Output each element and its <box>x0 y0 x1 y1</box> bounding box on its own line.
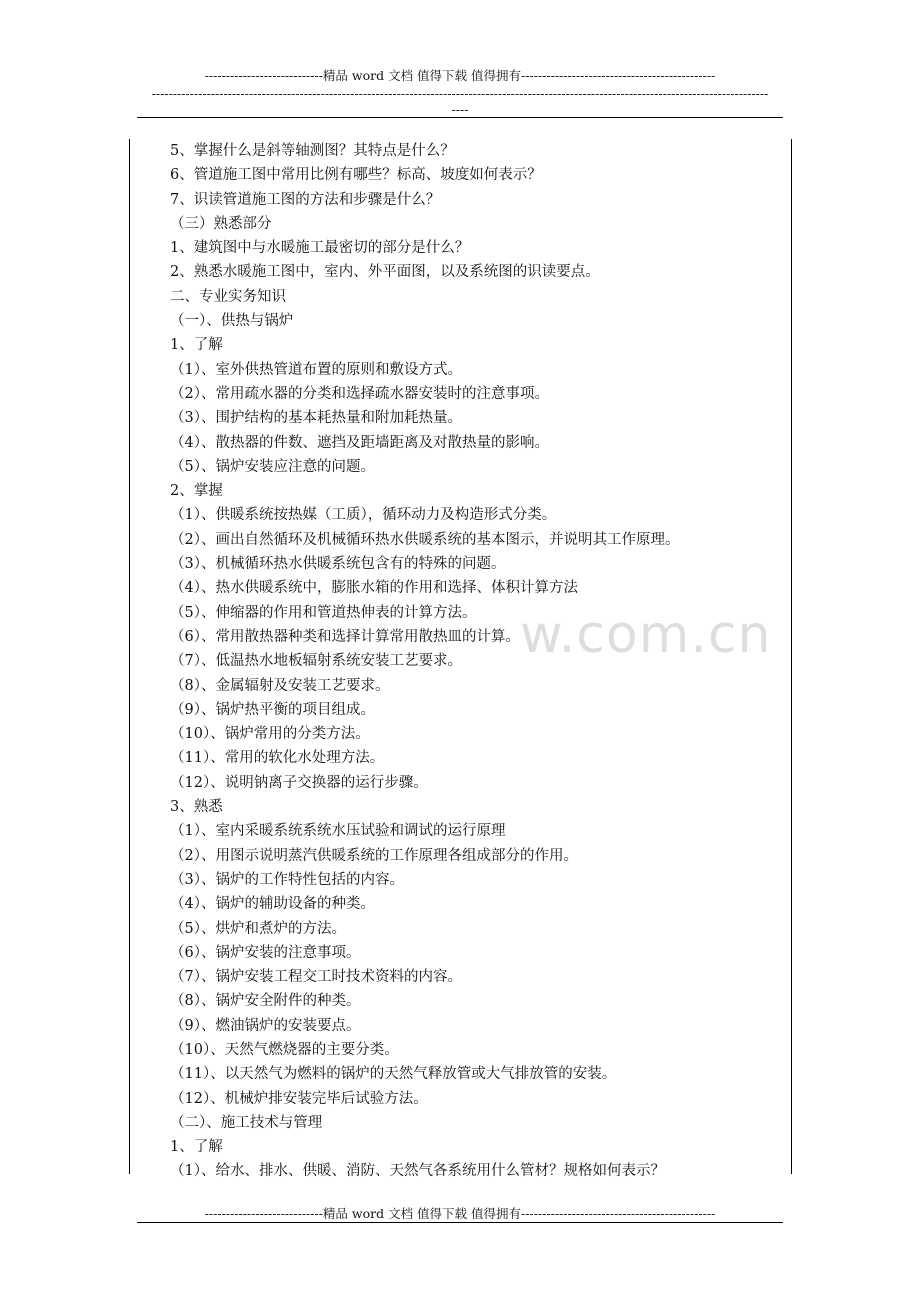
text-line: （1）、室外供热管道布置的原则和敷设方式。 <box>170 361 462 378</box>
header-line-2: -------------------------------------------------------------------------------------------------------------------------------------------------- <box>151 86 769 101</box>
footer-rule <box>137 1222 783 1223</box>
text-line: （4）、热水供暖系统中，膨胀水箱的作用和选择、体积计算方法 <box>170 580 578 597</box>
text-line: 5、掌握什么是斜等轴测图？其特点是什么？ <box>170 143 455 159</box>
text-line: 6、管道施工图中常用比例有哪些？标高、坡度如何表示？ <box>170 167 542 184</box>
text-line: （3）、锅炉的工作特性包括的内容。 <box>170 871 404 888</box>
text-line: 2、熟悉水暖施工图中，室内、外平面图，以及系统图的识读要点。 <box>170 264 600 281</box>
text-line: （1）、供暖系统按热媒（工质），循环动力及构造形式分类。 <box>170 507 557 524</box>
text-line: （2）、画出自然循环及机械循环热水供暖系统的基本图示，并说明其工作原理。 <box>170 531 680 548</box>
text-line: 3、熟悉 <box>170 799 223 816</box>
text-line: （11）、以天然气为燃料的锅炉的天然气释放管或大气排放管的安装。 <box>170 1066 617 1083</box>
text-line: 2、掌握 <box>170 483 223 500</box>
text-line: （二）、施工技术与管理 <box>170 1114 323 1131</box>
text-line: （12）、机械炉排安装完毕后试验方法。 <box>170 1090 428 1107</box>
text-line: （3）、围护结构的基本耗热量和附加耗热量。 <box>170 410 462 427</box>
text-line: （6）、锅炉安装的注意事项。 <box>170 944 361 961</box>
text-line: （12）、说明钠离子交换器的运行步骤。 <box>170 774 428 791</box>
text-line: （11）、常用的软化水处理方法。 <box>170 750 385 767</box>
text-line: （3）、机械循环热水供暖系统包含有的特殊的问题。 <box>170 556 506 573</box>
footer-line-1: ----------------------------精品 word 文档 值得下载 值得拥有---------------------------------------------- <box>204 1206 716 1221</box>
header-rule <box>137 117 783 118</box>
document-body <box>170 139 770 1184</box>
text-line: 1、了解 <box>170 337 223 354</box>
text-line: （9）、燃油锅炉的安装要点。 <box>170 1017 361 1034</box>
text-line: 7、识读管道施工图的方法和步骤是什么？ <box>170 191 441 208</box>
text-line: （1）、给水、排水、供暖、消防、天然气各系统用什么管材？规格如何表示？ <box>170 1163 665 1180</box>
text-line: （三）熟悉部分 <box>170 215 272 232</box>
text-line: （6）、常用散热器种类和选择计算常用散热皿的计算。 <box>170 628 520 645</box>
text-line: （4）、锅炉的辅助设备的种类。 <box>170 896 375 913</box>
watermark: w.com.cn <box>520 605 772 665</box>
text-line: （8）、锅炉安全附件的种类。 <box>170 993 361 1010</box>
text-line: （一）、供热与锅炉 <box>170 313 294 330</box>
text-line: 1、建筑图中与水暖施工最密切的部分是什么？ <box>170 240 470 257</box>
text-line: （5）、烘炉和煮炉的方法。 <box>170 920 346 937</box>
header-line-3: ---- <box>451 102 469 117</box>
text-line: （8）、金属辐射及安装工艺要求。 <box>170 677 390 694</box>
text-line: （5）、锅炉安装应注意的问题。 <box>170 458 375 475</box>
text-line: （2）、常用疏水器的分类和选择疏水器安装时的注意事项。 <box>170 385 549 402</box>
text-line: （7）、低温热水地板辐射系统安装工艺要求。 <box>170 653 462 670</box>
text-line: （1）、室内采暖系统系统水压试验和调试的运行原理 <box>170 823 506 840</box>
text-line: （4）、散热器的件数、遮挡及距墙距离及对散热量的影响。 <box>170 434 549 451</box>
text-line: （2）、用图示说明蒸汽供暖系统的工作原理各组成部分的作用。 <box>170 847 578 864</box>
header-line-1: ----------------------------精品 word 文档 值得下载 值得拥有---------------------------------------------- <box>204 68 716 83</box>
text-line: 1、了解 <box>170 1139 223 1156</box>
text-line: 二、专业实务知识 <box>170 288 286 305</box>
text-line: （10）、天然气燃烧器的主要分类。 <box>170 1041 399 1058</box>
text-line: （10）、锅炉常用的分类方法。 <box>170 726 370 743</box>
text-line: （5）、伸缩器的作用和管道热伸表的计算方法。 <box>170 604 477 621</box>
text-line: （9）、锅炉热平衡的项目组成。 <box>170 701 375 718</box>
text-line: （7）、锅炉安装工程交工时技术资料的内容。 <box>170 969 462 986</box>
